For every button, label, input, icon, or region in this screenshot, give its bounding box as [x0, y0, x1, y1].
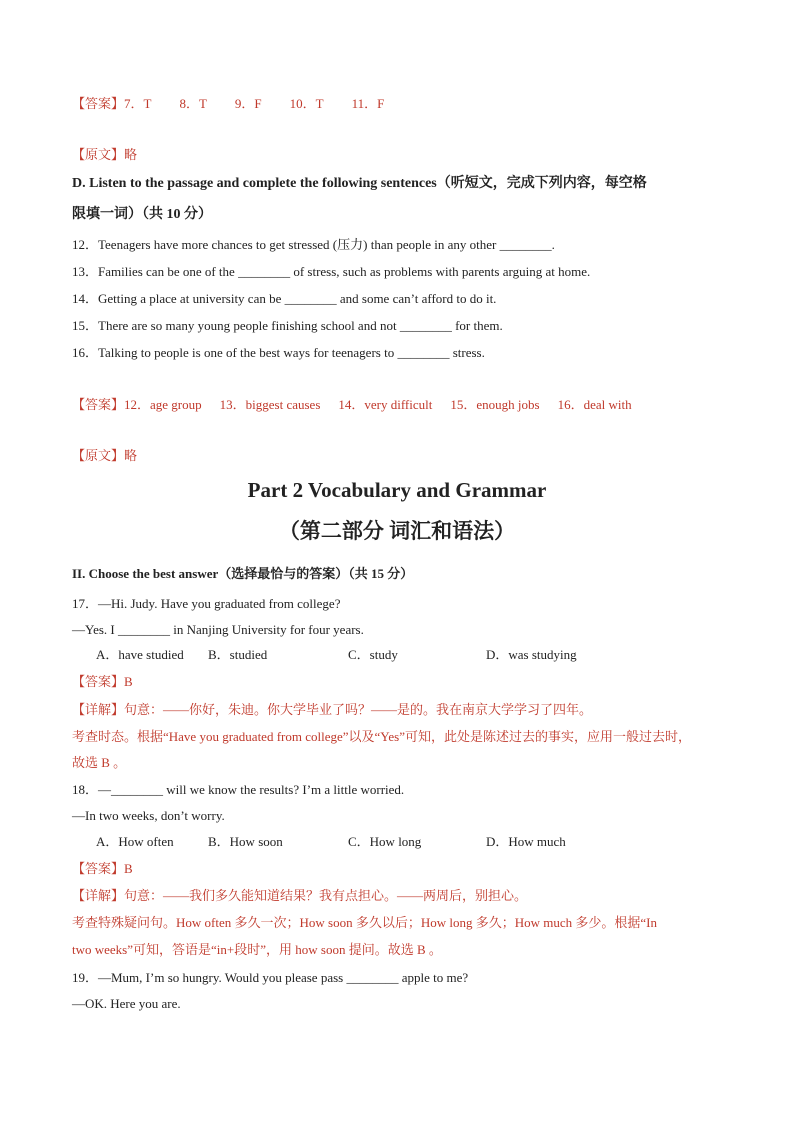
answer-item: 14．very difficult — [338, 397, 433, 412]
answer-tag: 【答案】 — [72, 96, 125, 111]
option-d: D．How much — [486, 834, 566, 849]
option-d: D．was studying — [486, 647, 577, 662]
answer-tag: 【答案】 — [72, 674, 125, 689]
question-12: 12．Teenagers have more chances to get stressed (压力) than people in any other ________. — [72, 237, 555, 252]
detail-tag: 【详解】 — [72, 702, 125, 717]
section-c-original-line — [72, 146, 137, 164]
answer-item: 15．enough jobs — [450, 397, 540, 412]
question-18-detail-line2: 考查特殊疑问句。How often 多久一次；How soon 多久以后；How long 多久；How much 多少。根据“In — [72, 915, 657, 930]
answer-item: 10．T — [289, 96, 324, 111]
answer-item: 8．T — [179, 96, 207, 111]
option-b: B．How soon — [208, 834, 283, 849]
question-17-detail-line3: 故选 B 。 — [72, 755, 127, 770]
answer-value: B — [124, 674, 133, 689]
section-d-heading: D. Listen to the passage and complete the following sentences（听短文，完成下列内容，每空格 — [72, 176, 647, 191]
question-19-line1: 19．—Mum, I’m so hungry. Would you please pass ________ apple to me? — [72, 970, 469, 985]
question-17-line2: —Yes. I ________ in Nanjing University for four years. — [72, 622, 364, 637]
detail-tag: 【详解】 — [72, 888, 125, 903]
option-c: C．study — [348, 647, 398, 662]
detail-text: 句意：——你好，朱迪。你大学毕业了吗？——是的。我在南京大学学习了四年。 — [124, 702, 593, 717]
question-18-detail-line3: two weeks”可知，答语是“in+段时”，用 how soon 提问。故选 B 。 — [72, 942, 442, 957]
option-a: A．How often — [96, 834, 174, 849]
answer-value: B — [124, 861, 133, 876]
option-a: A．have studied — [96, 647, 184, 662]
section-ii-heading: II. Choose the best answer（选择最恰与的答案）（共 15 分） — [72, 566, 414, 581]
question-17-options — [96, 646, 577, 664]
answer-item: 9．F — [234, 96, 262, 111]
section-c-answer-line — [72, 95, 384, 113]
question-19-line2: —OK. Here you are. — [72, 996, 181, 1011]
section-d-heading-cont: 限填一词）（共 10 分） — [72, 207, 212, 222]
answer-tag: 【答案】 — [72, 861, 125, 876]
section-d-answer-line — [72, 396, 650, 414]
answer-item: 11．F — [351, 96, 385, 111]
original-tag: 【原文】 — [72, 448, 125, 463]
option-c: C．How long — [348, 834, 422, 849]
answer-item: 7．T — [124, 96, 152, 111]
answer-item: 16．deal with — [557, 397, 632, 412]
question-16: 16．Talking to people is one of the best ways for teenagers to ________ stress. — [72, 345, 485, 360]
question-14: 14．Getting a place at university can be ________ and some can’t afford to do it. — [72, 291, 497, 306]
part-title: Part 2 Vocabulary and Grammar — [247, 478, 547, 502]
question-17-answer — [72, 673, 133, 691]
original-text: 略 — [124, 147, 138, 162]
question-15: 15．There are so many young people finishing school and not ________ for them. — [72, 318, 503, 333]
question-17-detail-line1 — [72, 701, 592, 719]
question-13: 13．Families can be one of the ________ of stress, such as problems with parents arguing at home. — [72, 264, 591, 279]
question-17-line1: 17．—Hi. Judy. Have you graduated from college? — [72, 596, 341, 611]
detail-text: 句意：——我们多久能知道结果？我有点担心。——两周后，别担心。 — [124, 888, 528, 903]
question-17-detail-line2: 考查时态。根据“Have you graduated from college”以及“Yes”可知，此处是陈述过去的事实，应用一般过去时， — [72, 729, 691, 744]
section-d-original-line — [72, 447, 137, 465]
question-18-line2: —In two weeks, don’t worry. — [72, 808, 225, 823]
question-18-answer — [72, 860, 133, 878]
answer-item: 13．biggest causes — [219, 397, 321, 412]
answer-item: 12．age group — [124, 397, 202, 412]
original-text: 略 — [124, 448, 138, 463]
option-b: B．studied — [208, 647, 268, 662]
question-18-line1: 18．—________ will we know the results? I’m a little worried. — [72, 782, 405, 797]
question-18-detail-line1 — [72, 887, 527, 905]
answer-tag: 【答案】 — [72, 397, 125, 412]
original-tag: 【原文】 — [72, 147, 125, 162]
part-subtitle: （第二部分 词汇和语法） — [278, 519, 516, 543]
question-18-options — [96, 833, 566, 851]
